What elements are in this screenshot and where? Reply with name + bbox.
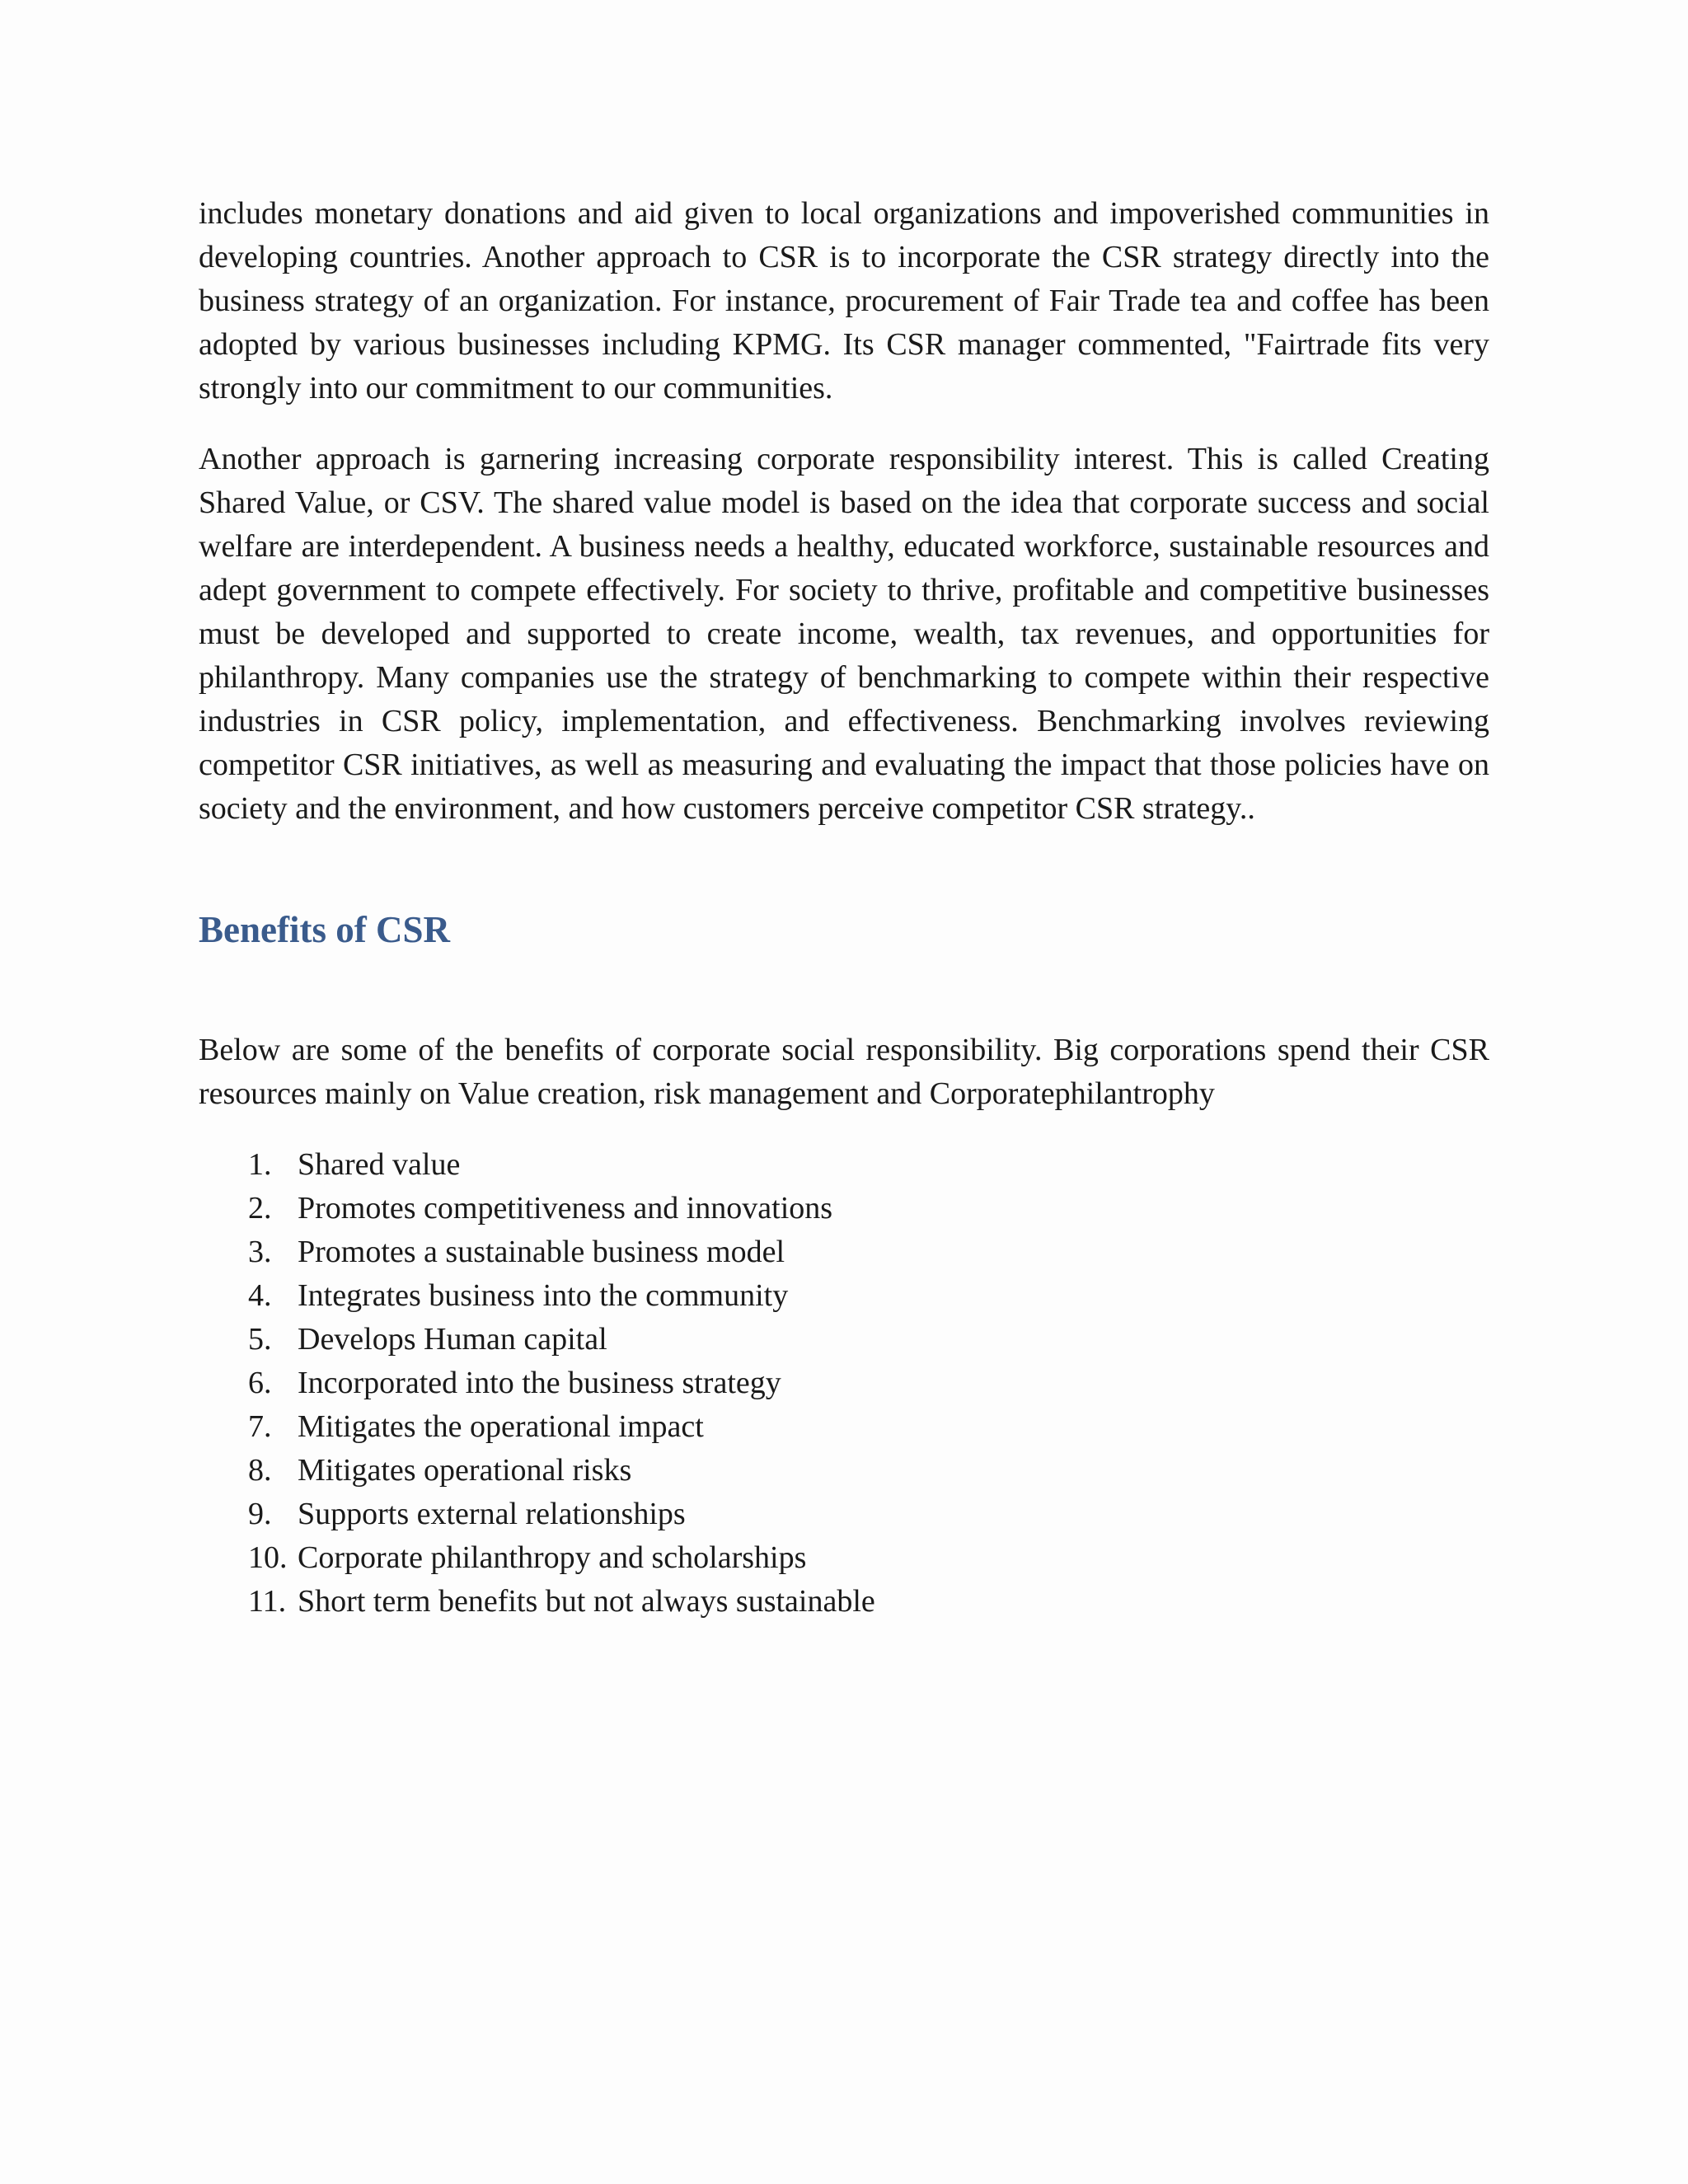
section-heading-benefits: Benefits of CSR: [199, 909, 450, 950]
list-item-number: 4.: [248, 1278, 272, 1313]
list-item: [199, 1143, 1489, 1187]
list-item-number: 10.: [248, 1540, 288, 1575]
list-item-text: Integrates business into the community: [298, 1278, 789, 1313]
list-item-text: Promotes a sustainable business model: [298, 1235, 785, 1269]
list-item-number: 9.: [248, 1497, 272, 1531]
list-item: [199, 1405, 1489, 1449]
list-item-number: 6.: [248, 1366, 272, 1400]
list-item: [199, 1361, 1489, 1405]
list-item-text: Mitigates operational risks: [298, 1453, 632, 1488]
list-item-text: Incorporated into the business strategy: [298, 1366, 781, 1400]
list-item-text: Corporate philanthropy and scholarships: [298, 1540, 807, 1575]
list-item: [199, 1187, 1489, 1230]
document-body: [199, 192, 1489, 1624]
list-item: [199, 1230, 1489, 1274]
list-item-number: 7.: [248, 1409, 272, 1444]
list-item-number: 3.: [248, 1235, 272, 1269]
list-item-number: 8.: [248, 1453, 272, 1488]
list-item-text: Mitigates the operational impact: [298, 1409, 704, 1444]
list-item-text: Shared value: [298, 1147, 461, 1182]
list-item-number: 11.: [248, 1584, 287, 1619]
list-item-number: 1.: [248, 1147, 272, 1182]
list-item-number: 2.: [248, 1191, 272, 1226]
list-item: [199, 1449, 1489, 1493]
list-item-text: Short term benefits but not always sustainable: [298, 1584, 875, 1619]
list-item: [199, 1580, 1489, 1624]
list-item: [199, 1274, 1489, 1318]
list-item-text: Promotes competitiveness and innovations: [298, 1191, 833, 1226]
list-item: [199, 1493, 1489, 1536]
paragraph-shared-value: Another approach is garnering increasing corporate responsibility interest. This is called Creating Shared Value, or CSV. The shared value model is based on the idea that corporate success and social welfare are interdependent. A business needs a healthy, educated workforce, sustainable resources and adept government to compete effectively. For society to thrive, profitable and competitive businesses must be developed and supported to create income, wealth, tax revenues, and opportunities for philanthropy. Many companies use the strategy of benchmarking to compete within their respective industries in CSR policy, implementation, and effectiveness. Benchmarking involves reviewing competitor CSR initiatives, as well as measuring and evaluating the impact that those policies have on society and the environment, and how customers perceive competitor CSR strategy..: [199, 442, 1489, 826]
benefits-intro-paragraph: Below are some of the benefits of corporate social responsibility. Big corporations spend their CSR resources mainly on Value creation, risk management and Corporatephilantrophy: [199, 1033, 1489, 1111]
list-item: [199, 1536, 1489, 1580]
list-item: [199, 1318, 1489, 1361]
list-item-text: Develops Human capital: [298, 1322, 607, 1357]
list-item-text: Supports external relationships: [298, 1497, 686, 1531]
paragraph-csr-approaches: includes monetary donations and aid given to local organizations and impoverished communities in developing countries. Another approach to CSR is to incorporate the CSR strategy directly into the business strategy of an organization. For instance, procurement of Fair Trade tea and coffee has been adopted by various businesses including KPMG. Its CSR manager commented, "Fairtrade fits very strongly into our commitment to our communities.: [199, 196, 1489, 405]
list-item-number: 5.: [248, 1322, 272, 1357]
benefits-list: [199, 1143, 1489, 1624]
